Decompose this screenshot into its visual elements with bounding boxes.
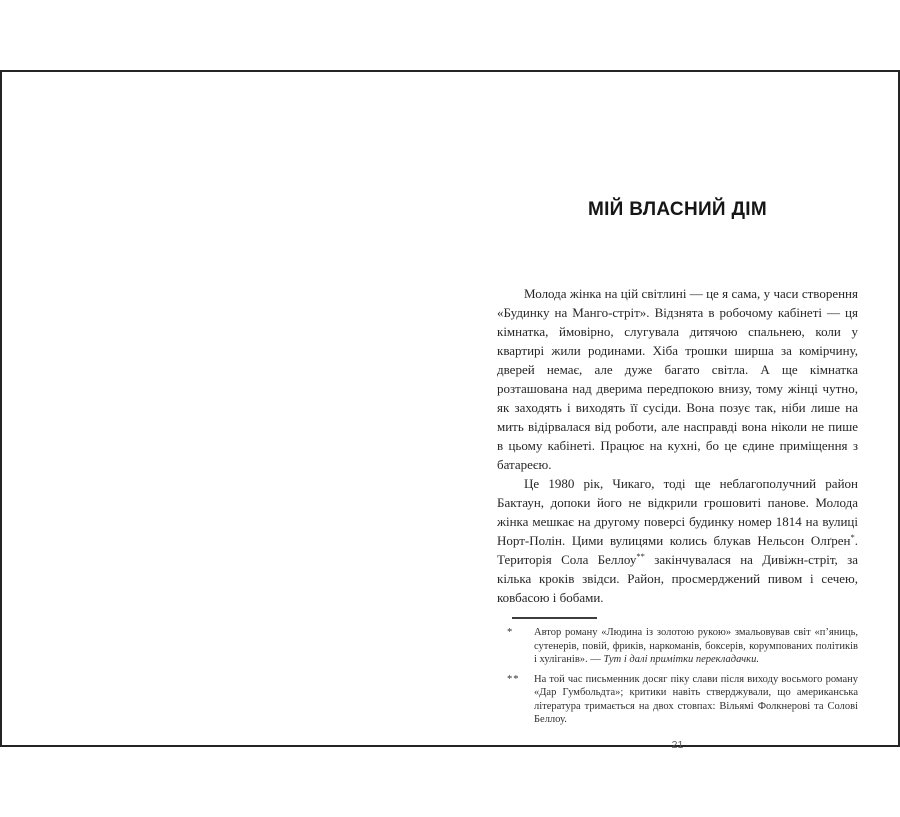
footnote-text: Автор роману «Людина із золотою рукою» змальовував світ «п’яниць, сутенерів, повій, фриків, наркоманів, боксерів, корумпованих політиків і хуліганів». — <box>534 627 858 665</box>
footnote-ref-icon: * <box>850 532 855 542</box>
footnote-separator <box>512 617 597 619</box>
paragraph <box>497 474 858 607</box>
footnote-marker: ** <box>507 673 520 685</box>
footnote-ref-icon: ** <box>636 551 645 561</box>
chapter-title: МІЙ ВЛАСНИЙ ДІМ <box>587 199 768 220</box>
page-number: 21 <box>671 738 684 751</box>
paragraph-text: Це 1980 рік, Чикаго, тоді ще неблагополучний район Бактаун, допоки його не відкрили грошовиті панове. Молода жінка мешкає на другому поверсі будинку номер 1814 на вулиці Норт-Полін. Цими вулицями колись блукав Нельсон Олґрен <box>497 476 858 548</box>
right-page <box>497 72 858 751</box>
book-spread <box>0 70 900 751</box>
footnote <box>497 673 858 727</box>
paragraph-text: . Територія Сола Беллоу <box>497 533 858 567</box>
left-page-blank <box>2 72 451 745</box>
paragraph: Молода жінка на цій світлині — це я сама, у часи створення «Будинку на Манго-стріт». Відзнята в робочому кабінеті — ця кімнатка, ймовірно, слугувала дитячою спальнею, коли у квартирі жили родинами. Хіба трошки ширша за комірчину, дверей немає, але дуже багато світла. А ще кімнатка розташована над дверима передпокою внизу, тому жінці чутно, як заходять і виходять її сусіди. Вона позує так, ніби лише на мить відірвалася від роботи, але насправді вона ніколи не пише в цьому кабінеті. Працює на кухні, бо це єдине приміщення з батареєю. <box>497 286 858 472</box>
paragraph-text: закінчувалася на Дивіжн-стріт, за кілька кроків звідси. Район, просмерджений пивом і сечею, ковбасою і бобами. <box>497 552 858 605</box>
footnote-marker: * <box>507 627 514 638</box>
body-text <box>497 284 858 607</box>
footnote-text-italic: Тут і далі примітки перекладачки. <box>603 654 759 665</box>
footnote <box>497 626 858 667</box>
footnote-text: На той час письменник досяг піку слави після виходу восьмого роману «Дар Гумбольдта»; критики навіть стверджували, що американська література тримається на двох стовпах: Вільямі Фолкнерові та Солові Беллоу. <box>534 673 858 725</box>
